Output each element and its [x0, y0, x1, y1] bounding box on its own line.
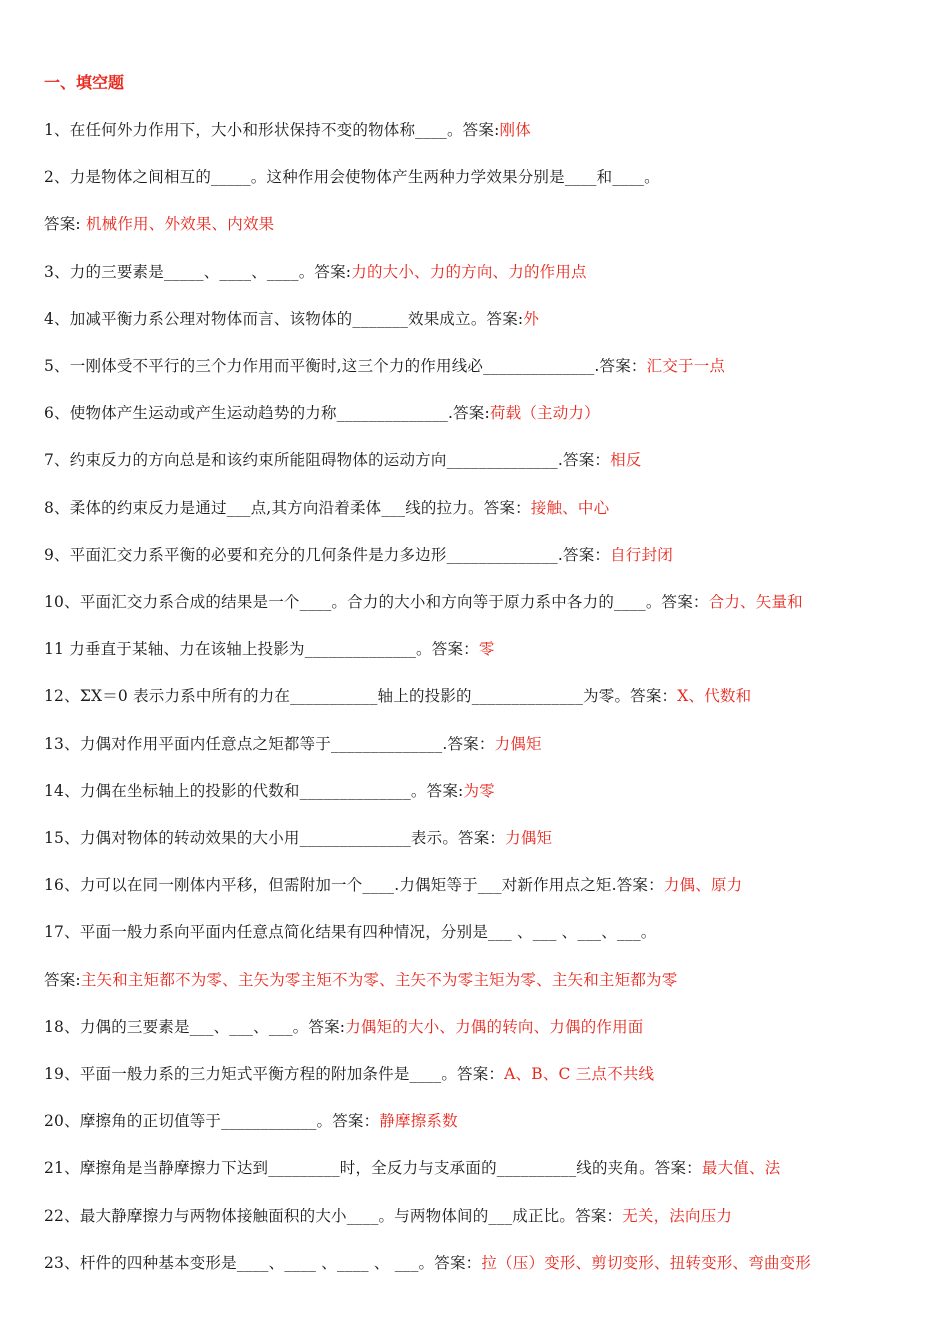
question-text: 9、平面汇交力系平衡的必要和充分的几何条件是力多边形______________.答案：: [44, 545, 611, 564]
question-line: [44, 448, 642, 472]
question-text: 7、约束反力的方向总是和该约束所能阻碍物体的运动方向______________.答案：: [44, 451, 611, 470]
question-line: [44, 684, 751, 708]
answer-text: X、代数和: [677, 687, 752, 706]
question-text: 8、柔体的约束反力是通过___点,其方向沿着柔体___线的拉力。答案：: [44, 498, 531, 517]
question-line: [44, 590, 803, 614]
question-line: [44, 1015, 644, 1039]
question-text: 13、力偶对作用平面内任意点之矩都等于______________.答案：: [44, 734, 495, 753]
answer-text: 最大值、法: [701, 1159, 781, 1178]
question-text: 5、一刚体受不平行的三个力作用而平衡时,这三个力的作用线必______________.答案：: [44, 357, 647, 375]
question-text: 11 力垂直于某轴、力在该轴上投影为______________。答案：: [44, 640, 479, 659]
question-text: 21、摩擦角是当静摩擦力下达到_________时，全反力与支承面的__________线的夹角。答案：: [44, 1159, 702, 1178]
answer-text: 力的大小、力的方向、力的作用点: [351, 262, 587, 281]
question-line: [44, 920, 656, 944]
question-line: [44, 1062, 654, 1086]
answer-text: 主矢和主矩都不为零、主矢为零主矩不为零、主矢不为零主矩为零、主矢和主矩都为零: [80, 970, 678, 989]
question-text: 14、力偶在坐标轴上的投影的代数和______________。答案:: [44, 781, 464, 800]
question-text: 19、平面一般力系的三力矩式平衡方程的附加条件是____。答案：: [44, 1065, 505, 1083]
question-line: [44, 212, 274, 236]
question-line: [44, 1204, 732, 1228]
question-text: 答案:: [44, 215, 86, 234]
question-line: [44, 1109, 458, 1133]
answer-text: 为零: [463, 781, 495, 800]
question-line: [44, 260, 587, 284]
question-line: [44, 496, 609, 520]
answer-text: 力偶矩的大小、力偶的转向、力偶的作用面: [345, 1017, 644, 1036]
question-text: 18、力偶的三要素是___、___、___。答案:: [44, 1017, 346, 1036]
question-text: 15、力偶对物体的转动效果的大小用______________表示。答案：: [44, 829, 506, 847]
question-text: 12、ΣX＝0 表示力系中所有的力在___________轴上的投影的______________为零。答案：: [44, 687, 678, 706]
question-line: [44, 118, 531, 142]
question-line: [44, 307, 539, 331]
answer-text: A、B、C 三点不共线: [504, 1065, 655, 1083]
answer-text: 刚体: [499, 121, 531, 139]
answer-text: 无关，法向压力: [622, 1206, 733, 1225]
section-heading: 一、填空题: [44, 73, 125, 92]
question-line: [44, 1251, 811, 1275]
answer-text: 机械作用、外效果、内效果: [85, 215, 275, 234]
question-text: 16、力可以在同一刚体内平移，但需附加一个____.力偶矩等于___对新作用点之矩.答案：: [44, 876, 664, 895]
answer-text: 力偶矩: [494, 734, 542, 753]
question-line: [44, 637, 495, 661]
answer-text: 荷载（主动力）: [489, 404, 600, 423]
question-line: [44, 826, 552, 850]
answer-text: 合力、矢量和: [708, 593, 803, 611]
answer-text: 拉（压）变形、剪切变形、扭转变形、弯曲变形: [481, 1253, 812, 1272]
question-line: [44, 354, 725, 378]
question-line: [44, 968, 677, 992]
question-line: [44, 873, 742, 897]
question-text: 4、加减平衡力系公理对物体而言、该物体的_______效果成立。答案:: [44, 309, 524, 328]
question-line: [44, 543, 673, 567]
question-text: 23、杆件的四种基本变形是____、____ 、____ 、 ___。答案：: [44, 1253, 482, 1272]
answer-text: 力偶矩: [505, 829, 553, 847]
answer-text: 静摩擦系数: [379, 1112, 458, 1131]
question-text: 3、力的三要素是_____、____、____。答案:: [44, 262, 352, 281]
answer-text: 汇交于一点: [646, 357, 726, 375]
question-text: 20、摩擦角的正切值等于____________。答案：: [44, 1112, 380, 1131]
question-text: 17、平面一般力系向平面内任意点简化结果有四种情况，分别是___ 、___ 、___、___。: [44, 923, 657, 942]
answer-text: 接触、中心: [530, 498, 610, 517]
answer-text: 相反: [610, 451, 642, 470]
answer-text: 外: [523, 309, 540, 328]
question-text: 1、在任何外力作用下，大小和形状保持不变的物体称____。答案:: [44, 121, 500, 139]
answer-text: 自行封闭: [610, 545, 673, 564]
question-line: [44, 1156, 780, 1180]
question-text: 2、力是物体之间相互的_____。这种作用会使物体产生两种力学效果分别是____和____。: [44, 168, 660, 187]
question-text: 10、平面汇交力系合成的结果是一个____。合力的大小和方向等于原力系中各力的____。答案：: [44, 593, 709, 611]
question-text: 22、最大静摩擦力与两物体接触面积的大小____。与两物体间的___成正比。答案：: [44, 1206, 623, 1225]
question-line: [44, 779, 495, 803]
question-line: [44, 732, 542, 756]
question-line: [44, 401, 600, 425]
question-text: 答案:: [44, 970, 81, 989]
answer-text: 力偶、原力: [663, 876, 743, 895]
answer-text: 零: [478, 640, 495, 659]
question-text: 6、使物体产生运动或产生运动趋势的力称______________.答案:: [44, 404, 490, 423]
question-line: [44, 165, 660, 189]
